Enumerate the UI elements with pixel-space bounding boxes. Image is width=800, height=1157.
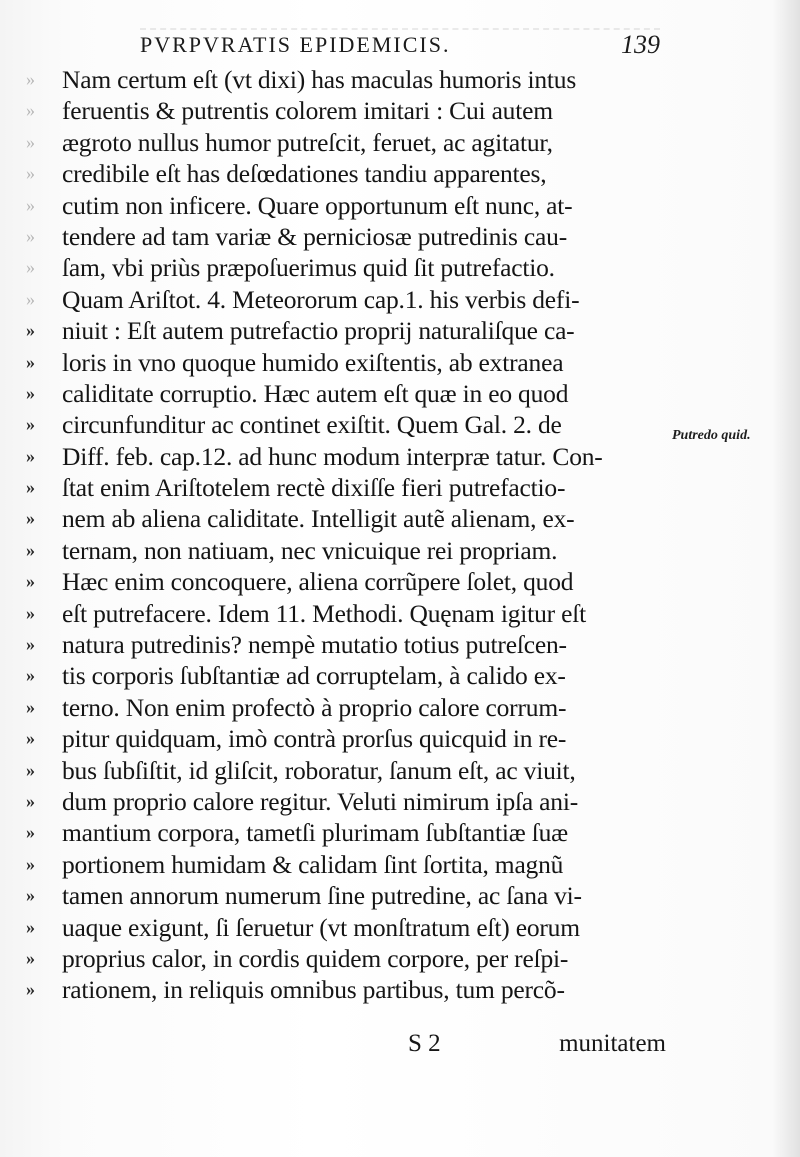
quotation-mark: » xyxy=(26,696,36,717)
quotation-mark: » xyxy=(26,853,36,874)
quotation-mark: » xyxy=(26,351,36,372)
page-header xyxy=(140,30,660,60)
line-text: ſtat enim Ariſtotelem rectè dixiſſe fieri putrefactio- xyxy=(62,473,566,503)
line-text: Hæc enim concoquere, aliena corrũpere ſolet, quod xyxy=(62,567,574,597)
quotation-mark: » xyxy=(26,539,36,560)
text-line xyxy=(26,535,666,566)
text-line xyxy=(26,64,666,95)
quotation-mark: » xyxy=(26,571,36,592)
line-text: niuit : Eſt autem putrefactio proprij naturaliſque ca- xyxy=(62,316,575,346)
line-text: pitur quidquam, imò contrà prorſus quicquid in re- xyxy=(62,724,567,754)
line-text: ternam, non natiuam, nec vnicuique rei propriam. xyxy=(62,535,558,565)
line-text: tis corporis ſubſtantiæ ad corruptelam, à calido ex- xyxy=(62,661,566,691)
line-text: Quam Ariſtot. 4. Meteororum cap.1. his verbis defi- xyxy=(62,284,580,314)
line-text: dum proprio calore regitur. Veluti nimirum ipſa ani- xyxy=(62,786,579,816)
line-text: tendere ad tam variæ & perniciosæ putredinis cau- xyxy=(62,221,567,251)
text-line xyxy=(26,629,666,660)
quotation-mark: » xyxy=(26,288,36,309)
line-text: mantium corpora, tametſi plurimam ſubſtantiæ ſuæ xyxy=(62,818,568,848)
quotation-mark: » xyxy=(26,979,36,1000)
line-text: Diff. feb. cap.12. ad hunc modum interpræ tatur. Con- xyxy=(62,441,603,471)
text-line xyxy=(26,315,666,346)
line-text: ſam, vbi priùs præpoſuerimus quid ſit putrefactio. xyxy=(62,253,555,283)
quotation-mark: » xyxy=(26,445,36,466)
line-text: credibile eſt has deſœdationes tandiu apparentes, xyxy=(62,159,547,189)
text-line xyxy=(26,252,666,283)
line-text: circunfunditur ac continet exiſtit. Quem Gal. 2. de xyxy=(62,410,562,440)
text-line xyxy=(26,378,666,409)
quotation-mark: » xyxy=(26,947,36,968)
quotation-mark: » xyxy=(26,69,36,89)
line-text: natura putredinis? nempè mutatio totius putreſcen- xyxy=(62,630,567,660)
text-line xyxy=(26,912,666,943)
body-text xyxy=(26,64,666,1006)
quotation-mark: » xyxy=(26,382,36,403)
line-text: ægroto nullus humor putreſcit, feruet, ac agitatur, xyxy=(62,127,553,157)
margin-note: Putredo quid. xyxy=(672,428,751,443)
quotation-mark: » xyxy=(26,477,36,498)
text-line xyxy=(26,441,666,472)
text-line xyxy=(26,723,666,754)
text-line xyxy=(26,347,666,378)
spine-shadow xyxy=(772,0,800,1157)
quotation-mark: » xyxy=(26,822,36,843)
text-line xyxy=(26,692,666,723)
line-text: tamen annorum numerum ſine putredine, ac ſana vi- xyxy=(62,881,582,911)
text-line xyxy=(26,503,666,534)
running-head: PVRPVRATIS EPIDEMICIS. xyxy=(140,32,451,57)
quotation-mark: » xyxy=(26,790,36,811)
quotation-mark: » xyxy=(26,414,36,435)
quotation-mark: » xyxy=(26,194,36,215)
signature-mark: S 2 xyxy=(408,1030,441,1057)
text-line xyxy=(26,221,666,252)
line-text: eſt putrefacere. Idem 11. Methodi. Quęnam igitur eſt xyxy=(62,598,586,628)
text-line xyxy=(26,598,666,629)
text-line xyxy=(26,190,666,221)
line-text: uaque exigunt, ſi ſeruetur (vt monſtratum eſt) eorum xyxy=(62,912,580,942)
quotation-mark: » xyxy=(26,634,36,655)
text-line xyxy=(26,472,666,503)
text-line xyxy=(26,284,666,315)
line-text: terno. Non enim profectò à proprio calore corrum- xyxy=(62,692,567,722)
text-line xyxy=(26,158,666,189)
catchword: munitatem xyxy=(559,1030,666,1057)
quotation-mark: » xyxy=(26,759,36,780)
text-line xyxy=(26,880,666,911)
line-text: Nam certum eſt (vt dixi) has maculas humoris intus xyxy=(62,65,577,94)
line-text: nem ab aliena caliditate. Intelligit autẽ alienam, ex- xyxy=(62,504,575,534)
quotation-mark: » xyxy=(26,728,36,749)
quotation-mark: » xyxy=(26,225,36,246)
quotation-mark: » xyxy=(26,508,36,529)
quotation-mark: » xyxy=(26,257,36,278)
text-line xyxy=(26,849,666,880)
text-line xyxy=(26,817,666,848)
text-line xyxy=(26,943,666,974)
text-line xyxy=(26,566,666,597)
quotation-mark: » xyxy=(26,163,36,184)
quotation-mark: » xyxy=(26,100,36,121)
line-text: caliditate corruptio. Hæc autem eſt quæ in eo quod xyxy=(62,378,569,408)
quotation-mark: » xyxy=(26,665,36,686)
quotation-mark: » xyxy=(26,320,36,341)
quotation-mark: » xyxy=(26,885,36,906)
text-line xyxy=(26,755,666,786)
text-line xyxy=(26,786,666,817)
line-text: portionem humidam & calidam ſint ſortita, magnũ xyxy=(62,849,564,879)
text-line xyxy=(26,409,666,440)
line-text: rationem, in reliquis omnibus partibus, tum percõ- xyxy=(62,975,565,1005)
quotation-mark: » xyxy=(26,131,36,152)
line-text: proprius calor, in cordis quidem corpore, per reſpi- xyxy=(62,943,569,973)
quotation-mark: » xyxy=(26,602,36,623)
line-text: loris in vno quoque humido exiſtentis, ab extranea xyxy=(62,347,564,377)
page-number: 139 xyxy=(621,30,660,59)
quotation-mark: » xyxy=(26,916,36,937)
text-line xyxy=(26,660,666,691)
text-line xyxy=(26,127,666,158)
line-text: feruentis & putrentis colorem imitari : Cui autem xyxy=(62,96,553,126)
text-line xyxy=(26,974,666,1005)
line-text: cutim non inficere. Quare opportunum eſt nunc, at- xyxy=(62,190,573,220)
line-text: bus ſubſiſtit, id gliſcit, roboratur, ſanum eſt, ac viuit, xyxy=(62,755,576,785)
text-line xyxy=(26,95,666,126)
page-footer xyxy=(62,1030,666,1066)
